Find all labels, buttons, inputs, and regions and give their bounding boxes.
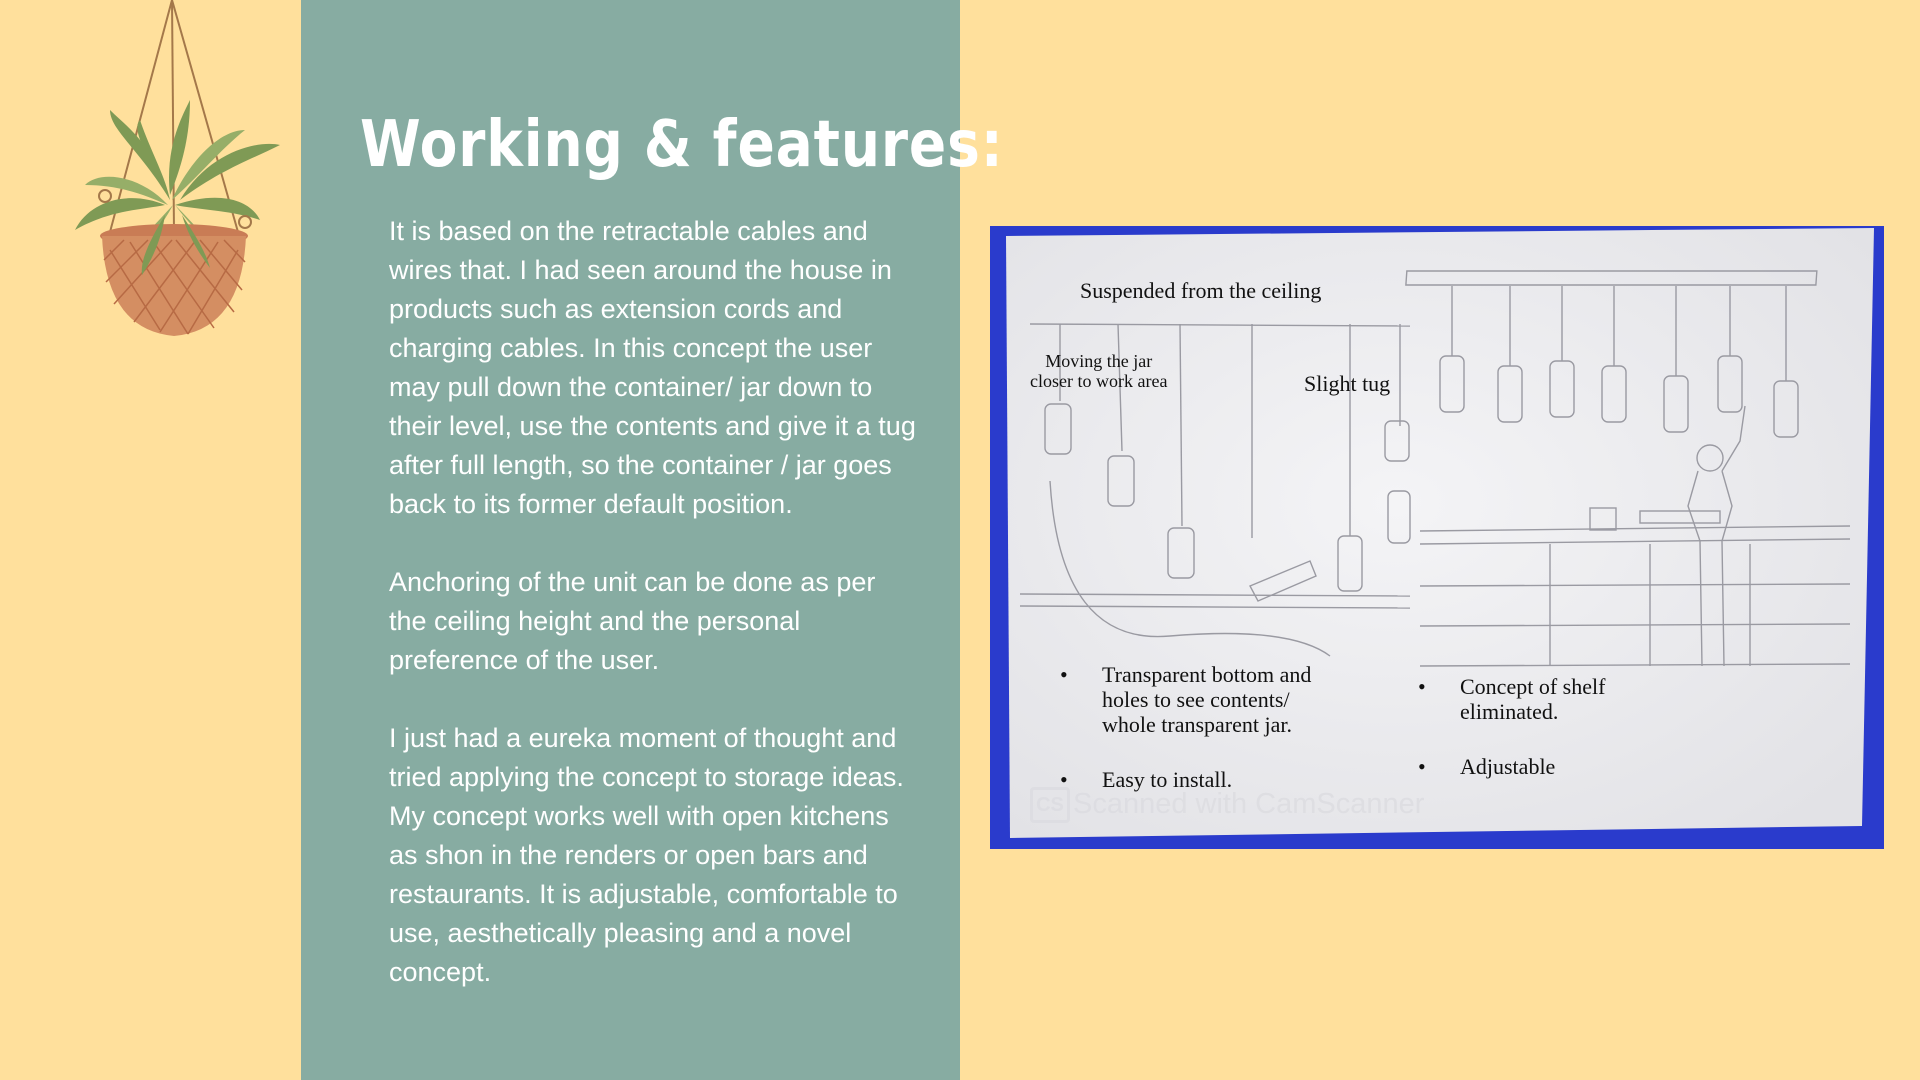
concept-sketch-image xyxy=(990,226,1884,849)
paragraph-anchoring: Anchoring of the unit can be done as per the ceiling height and the personal preference of the user. xyxy=(389,567,876,675)
paragraph-mechanism: It is based on the retractable cables and wires that. I had seen around the house in products such as extension cords and charging cables. In this concept the user may pull down the container/ jar down to their level, use the contents and give it a tug after full length, so the container / jar goes back to its former default position. xyxy=(389,216,916,519)
label-slight-tug: Slight tug xyxy=(1304,371,1391,396)
label-suspended: Suspended from the ceiling xyxy=(1080,278,1322,303)
paragraph-concept: I just had a eureka moment of thought and tried applying the concept to storage ideas. My concept works well with open kitchens as shon in the renders or open bars and restaurants. It is adjustable, comfortable to use, aesthetically pleasing and a novel concept. xyxy=(389,723,904,987)
label-moving-jar xyxy=(1030,351,1167,391)
hanging-plant-icon xyxy=(70,0,290,350)
camscanner-watermark: Scanned with CamScanner xyxy=(1073,788,1425,820)
slide-title: Working & features: xyxy=(360,108,1004,182)
slide-body xyxy=(389,212,919,1031)
bullet-transparent: • Transparent bottom and holes to see contents/ whole transparent jar. xyxy=(1056,662,1336,737)
label-moving-line2: closer to work area xyxy=(1030,371,1168,391)
bullet-shelf-eliminated: • Concept of shelf eliminated. xyxy=(1414,674,1654,724)
bullet-adjustable: • Adjustable xyxy=(1414,754,1654,779)
bullet-easy-install: • Easy to install. xyxy=(1056,767,1336,792)
label-moving-line1: Moving the jar xyxy=(1045,351,1153,371)
bullets-right xyxy=(1414,674,1654,809)
camscanner-icon: CS xyxy=(1030,787,1070,823)
